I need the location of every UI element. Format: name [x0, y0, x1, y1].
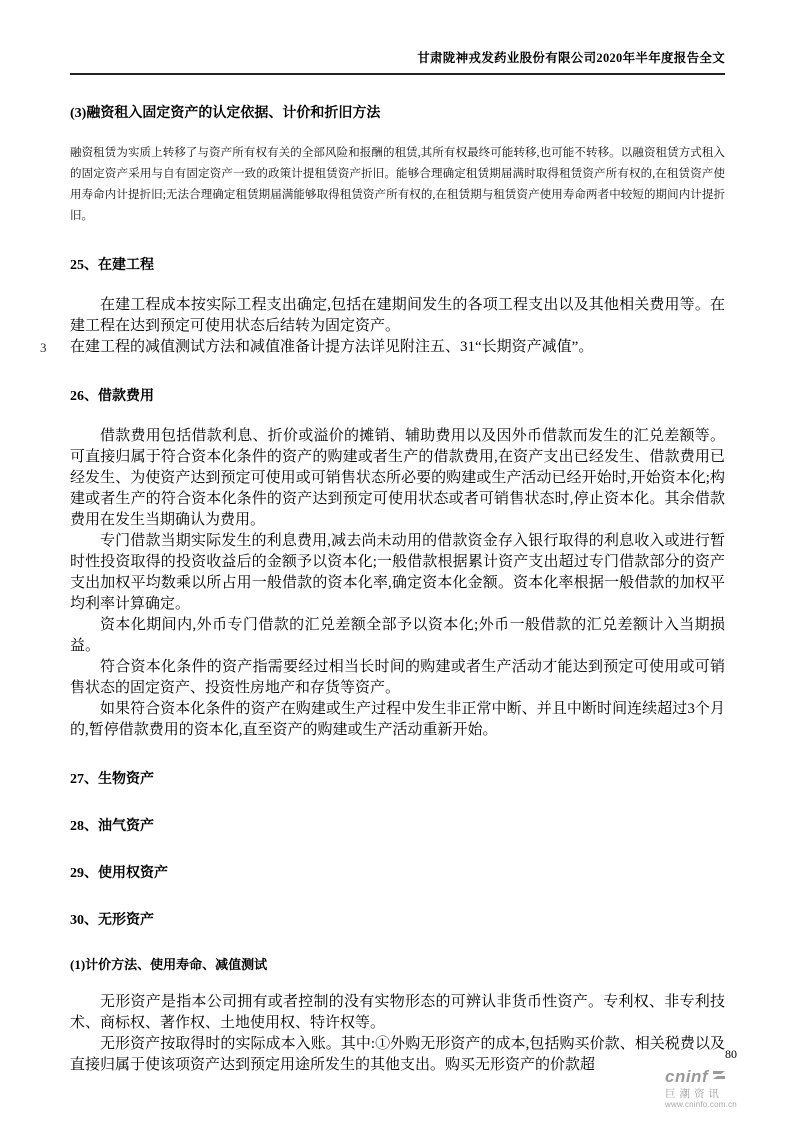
heading-intangible-assets: 30、无形资产: [70, 913, 154, 928]
heading-oil-gas-assets: 28、油气资产: [70, 819, 154, 834]
paragraph-borrowing-costs-1: 借款费用包括借款利息、折价或溢价的摊销、辅助费用以及因外币借款而发生的汇兑差额等。可直接归属于符合资本化条件的资产的购建或者生产的借款费用,在资产支出已经发生、借款费用已经发生、为使资产达到预定可使用或可销售状态所必要的购建或生产活动已经开始时,开始资本化;构建或者生产的符合资本化条件的资产达到预定可使用状态或者可销售状态时,停止资本化。其余借款费用在发生当期确认为费用。: [70, 428, 725, 528]
cninfo-logo-url: www.cninfo.com.cn: [665, 1100, 737, 1110]
heading-right-of-use-assets: 29、使用权资产: [70, 866, 168, 881]
subheading-valuation-method: (1)计价方法、使用寿命、减值测试: [70, 957, 268, 972]
paragraph-cip-impairment: [40, 337, 725, 358]
heading-finance-leased-assets: (3)融资租入固定资产的认定依据、计价和折旧方法: [70, 106, 381, 121]
cninfo-logo-mark-icon: [711, 1067, 727, 1088]
paragraph-borrowing-costs-5: 如果符合资本化条件的资产在购建或生产过程中发生非正常中断、并且中断时间连续超过3个月的,暂停借款费用的资本化,直至资产的购建或生产活动重新开始。: [70, 701, 725, 738]
paragraph-cip-impairment-text: 在建工程的减值测试方法和减值准备计提方法详见附注五、31“长期资产减值”。: [70, 339, 594, 355]
report-header-title: 甘肃陇神戎发药业股份有限公司2020年半年度报告全文: [417, 51, 725, 65]
header-divider: [70, 73, 725, 75]
paragraph-borrowing-costs-3: 资本化期间内,外币专门借款的汇兑差额全部予以资本化;外币一般借款的汇兑差额计入当期损益。: [70, 617, 725, 654]
paragraph-intangible-1: 无形资产是指本公司拥有或者控制的没有实物形态的可辨认非货币性资产。专利权、非专利技术、商标权、著作权、土地使用权、特许权等。: [70, 994, 725, 1031]
heading-borrowing-costs: 26、借款费用: [70, 389, 154, 404]
page-number: 80: [725, 1047, 737, 1061]
cninfo-logo: [665, 1067, 775, 1110]
cninfo-logo-row: [665, 1067, 775, 1088]
heading-construction-in-progress: 25、在建工程: [70, 258, 154, 273]
heading-biological-assets: 27、生物资产: [70, 772, 154, 787]
paragraph-borrowing-costs-4: 符合资本化条件的资产指需要经过相当长时间的购建或者生产活动才能达到预定可使用或可销售状态的固定资产、投资性房地产和存货等资产。: [70, 659, 725, 696]
document-content: [40, 102, 725, 1076]
cninfo-logo-chinese: 巨潮资讯: [665, 1087, 723, 1100]
paragraph-cip-cost: 在建工程成本按实际工程支出确定,包括在建期间发生的各项工程支出以及其他相关费用等。在建工程在达到预定可使用状态后结转为固定资产。: [70, 297, 725, 334]
paragraph-borrowing-costs-2: 专门借款当期实际发生的利息费用,减去尚未动用的借款资金存入银行取得的利息收入或进行暂时性投资取得的投资收益后的金额予以资本化;一般借款根据累计资产支出超过专门借款部分的资产支出加权平均数乘以所占用一般借款的资本化率,确定资本化金额。资本化率根据一般借款的加权平均利率计算确定。: [70, 533, 725, 612]
paragraph-intangible-2: 无形资产按取得时的实际成本入账。其中:①外购无形资产的成本,包括购买价款、相关税费以及直接归属于使该项资产达到预定用途所发生的其他支出。购买无形资产的价款超: [70, 1036, 725, 1073]
paragraph-finance-lease: 融资租赁为实质上转移了与资产所有权有关的全部风险和报酬的租赁,其所有权最终可能转移,也可能不转移。以融资租赁方式租入的固定资产采用与自有固定资产一致的政策计提租赁资产折旧。能够合理确定租赁期届满时取得租赁资产所有权的,在租赁资产使用寿命内计提折旧;无法合理确定租赁期届满能够取得租赁资产所有权的,在租赁期与租赁资产使用寿命两者中较短的期间内计提折旧。: [70, 147, 725, 222]
cninfo-logo-text: cninf: [665, 1067, 709, 1087]
margin-line-number: 3: [40, 340, 47, 355]
